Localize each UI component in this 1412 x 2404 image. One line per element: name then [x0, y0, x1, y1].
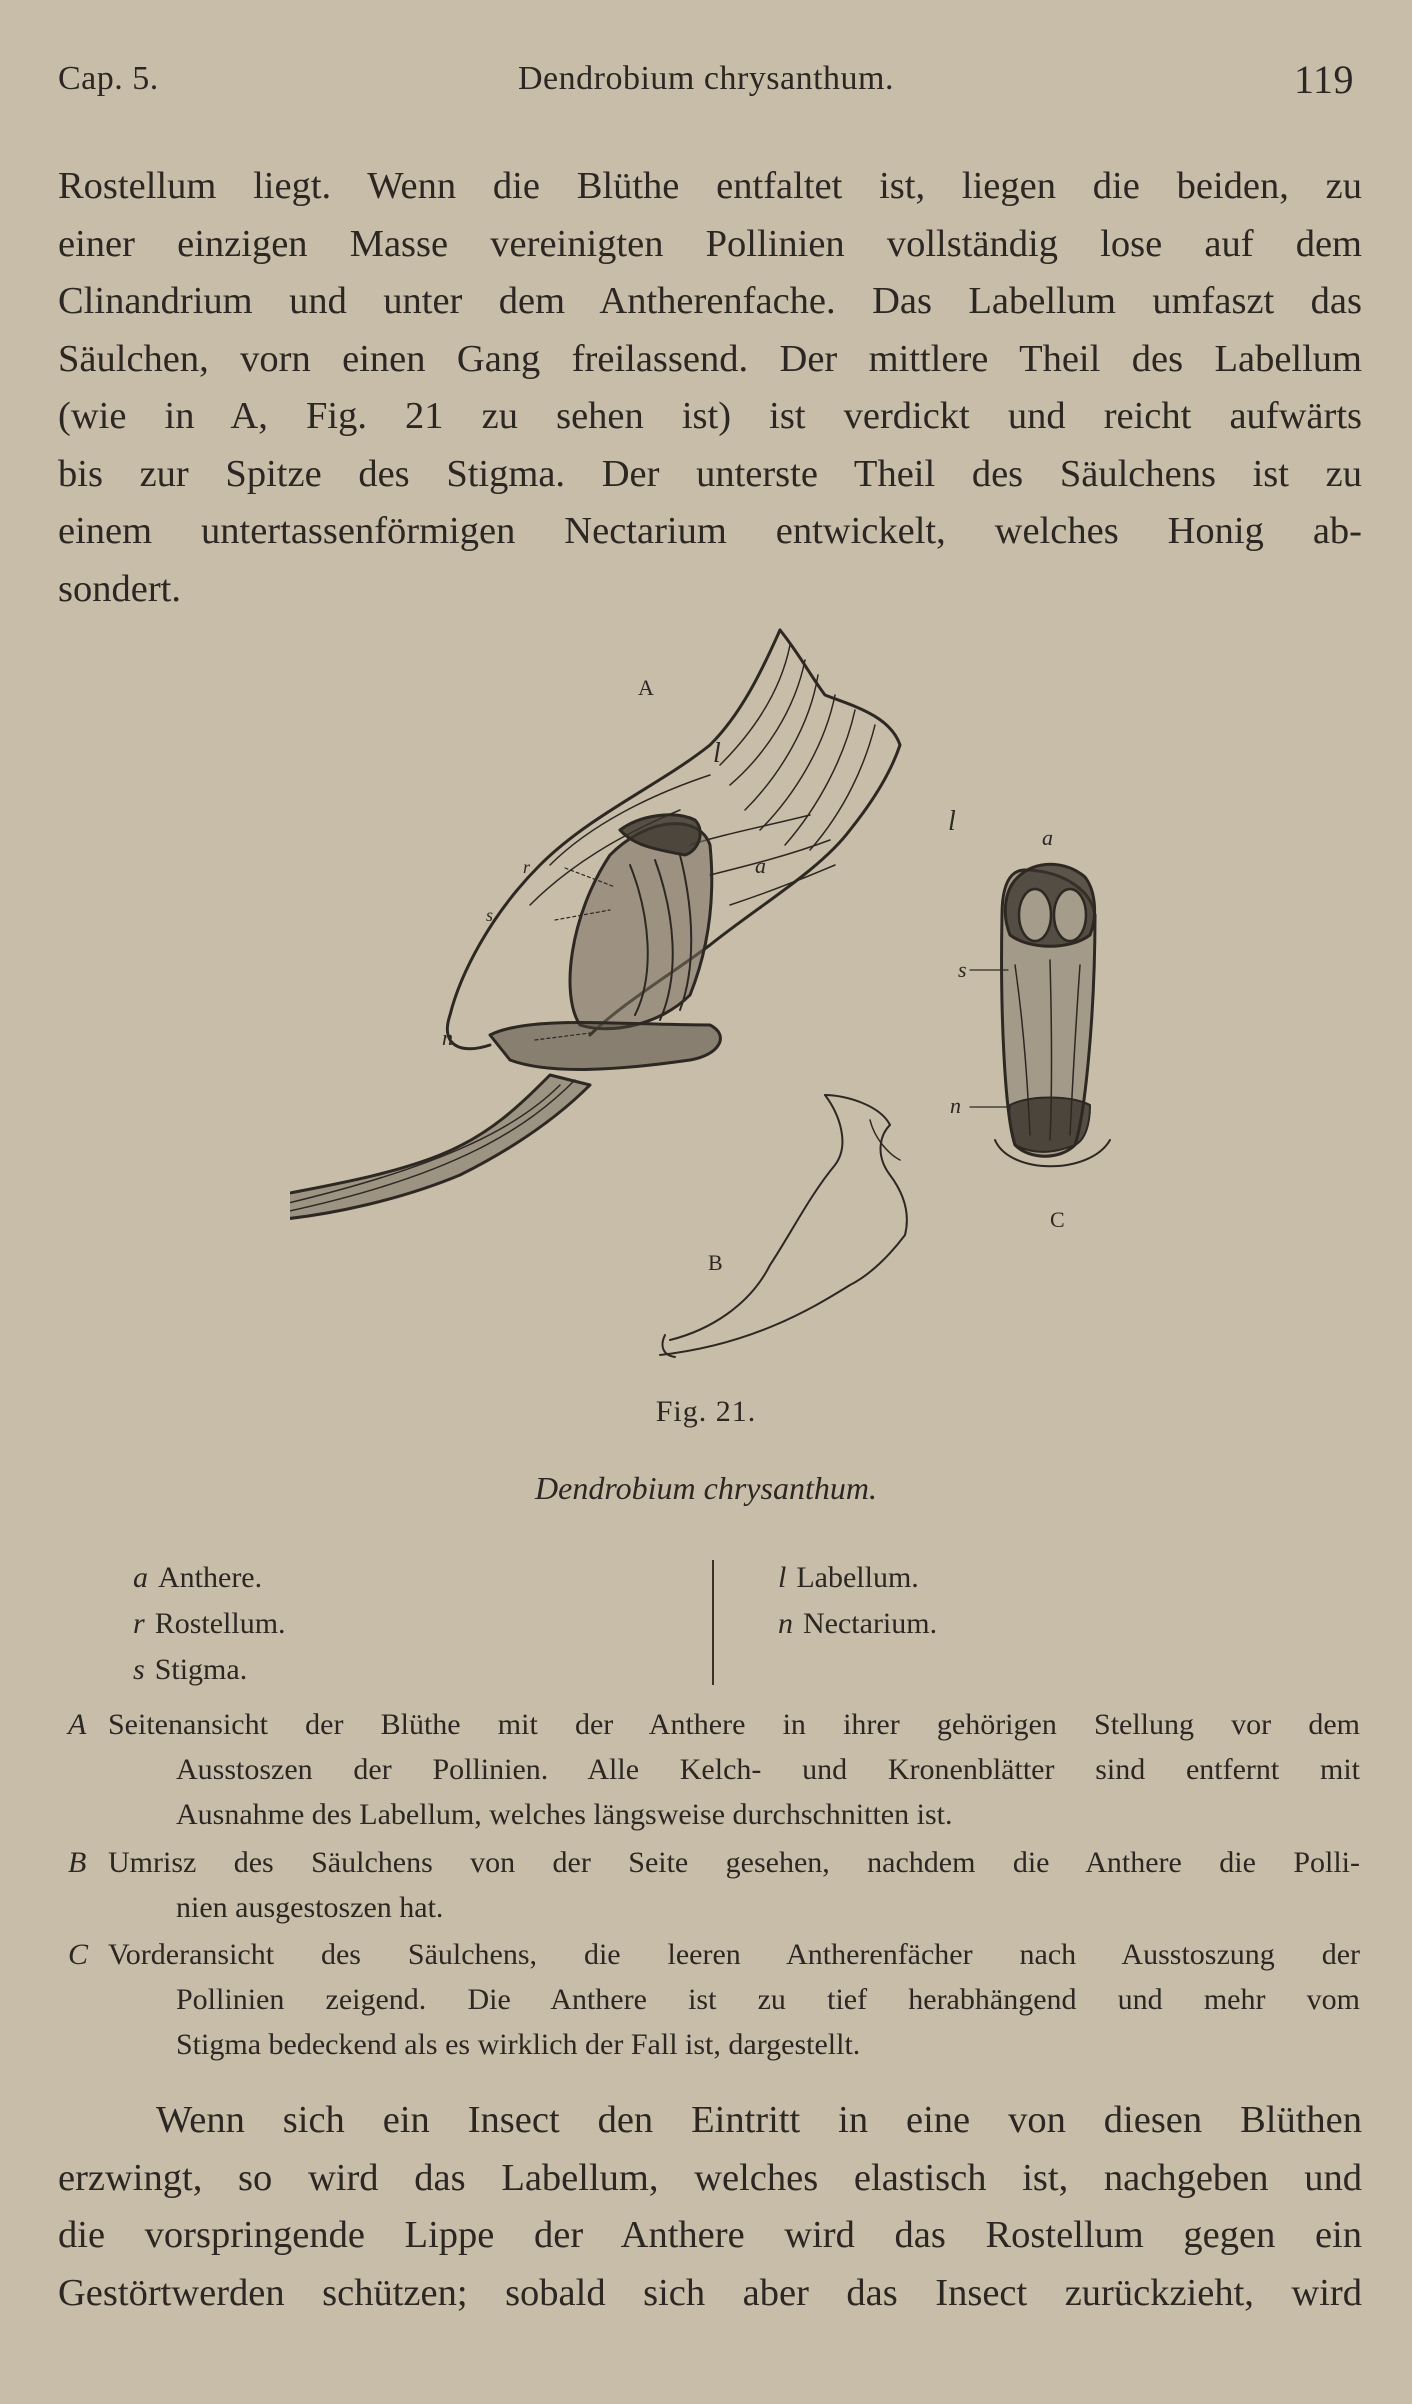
- text-line: Säulchen, vorn einen Gang freilassend. Der mittlere Theil des Labellum: [58, 337, 1362, 380]
- page-number: 119: [1293, 57, 1354, 102]
- text-line: Clinandrium und unter dem Antherenfache. Das Labellum umfaszt das: [58, 280, 1362, 322]
- label-l: l: [713, 738, 721, 769]
- text-line: sondert.: [58, 567, 181, 610]
- explanation-text: nien ausgestoszen hat.: [176, 1891, 444, 1924]
- explanation-text: Ausnahme des Labellum, welches längsweise durchschnitten ist.: [176, 1798, 953, 1831]
- figure-b-drawing: [660, 1095, 907, 1357]
- text-line: Gestörtwerden schützen; sobald sich aber das Insect zurückzieht, wird: [58, 2271, 1362, 2314]
- explanation-text: Vorderansicht des Säulchens, die leeren Antherenfächer nach Ausstoszung der: [108, 1938, 1360, 1971]
- label-n: n: [950, 1093, 961, 1118]
- chapter-label: Cap. 5.: [58, 60, 159, 97]
- legend-left: [133, 1555, 286, 1693]
- label-A: A: [638, 675, 654, 700]
- explanation-key: A: [68, 1708, 87, 1741]
- text-line: (wie in A, Fig. 21 zu sehen ist) ist verdickt und reicht aufwärts: [58, 395, 1362, 437]
- legend-item: s Stigma.: [133, 1653, 248, 1686]
- explanation-c: [68, 1932, 1360, 2067]
- legend-item: l Labellum.: [778, 1561, 919, 1594]
- figure-caption: Fig. 21.: [655, 1395, 757, 1428]
- paragraph-top: [58, 158, 1362, 618]
- text-line: die vorspringende Lippe der Anthere wird das Rostellum gegen ein: [58, 2214, 1362, 2256]
- explanation-text: Seitenansicht der Blüthe mit der Anthere in ihrer gehörigen Stellung vor dem: [108, 1708, 1360, 1741]
- running-head: [58, 56, 1354, 106]
- legend-divider: [712, 1560, 714, 1685]
- label-a: a: [755, 853, 766, 878]
- explanation-text: Stigma bedeckend als es wirklich der Fall ist, dargestellt.: [176, 2028, 861, 2061]
- label-B: B: [708, 1250, 723, 1275]
- explanation-a: [68, 1702, 1360, 1837]
- figure-a-drawing: [290, 630, 900, 1222]
- label-C: C: [1050, 1207, 1065, 1232]
- label-s: s: [958, 957, 967, 982]
- legend-item: a Anthere.: [133, 1561, 263, 1594]
- legend-right: [778, 1555, 937, 1647]
- label-a: a: [1042, 825, 1053, 850]
- paragraph-bottom: [58, 2092, 1362, 2322]
- explanation-text: Umrisz des Säulchens von der Seite gesehen, nachdem die Anthere die Polli-: [108, 1846, 1360, 1879]
- text-line: einer einzigen Masse vereinigten Pollinien vollständig lose auf dem: [58, 222, 1362, 265]
- label-r: r: [523, 857, 531, 877]
- figure-c-drawing: [970, 864, 1110, 1166]
- label-n: n: [442, 1025, 453, 1050]
- flower-drawing: [290, 615, 1150, 1360]
- figure-illustration: [290, 615, 1150, 1360]
- explanation-key: C: [68, 1938, 89, 1971]
- text-line: erzwingt, so wird das Labellum, welches elastisch ist, nachgeben und: [58, 2156, 1362, 2199]
- explanation-b: [68, 1840, 1360, 1930]
- figure-title: Dendrobium chrysanthum.: [535, 1470, 877, 1506]
- legend-item: r Rostellum.: [133, 1607, 286, 1640]
- text-line: Wenn sich ein Insect den Eintritt in eine von diesen Blüthen: [156, 2099, 1362, 2141]
- text-line: einem untertassenförmigen Nectarium entwickelt, welches Honig ab-: [58, 510, 1362, 552]
- explanation-text: Pollinien zeigend. Die Anthere ist zu tief herabhängend und mehr vom: [176, 1983, 1360, 2016]
- legend-item: n Nectarium.: [778, 1607, 938, 1640]
- text-line: Rostellum liegt. Wenn die Blüthe entfaltet ist, liegen die beiden, zu: [58, 165, 1362, 207]
- label-l: l: [948, 806, 956, 837]
- running-title: Dendrobium chrysanthum.: [518, 60, 894, 97]
- label-s: s: [486, 905, 494, 925]
- text-line: bis zur Spitze des Stigma. Der unterste Theil des Säulchens ist zu: [58, 452, 1362, 495]
- explanation-key: B: [68, 1846, 87, 1879]
- explanation-text: Ausstoszen der Pollinien. Alle Kelch- und Kronenblätter sind entfernt mit: [176, 1753, 1360, 1786]
